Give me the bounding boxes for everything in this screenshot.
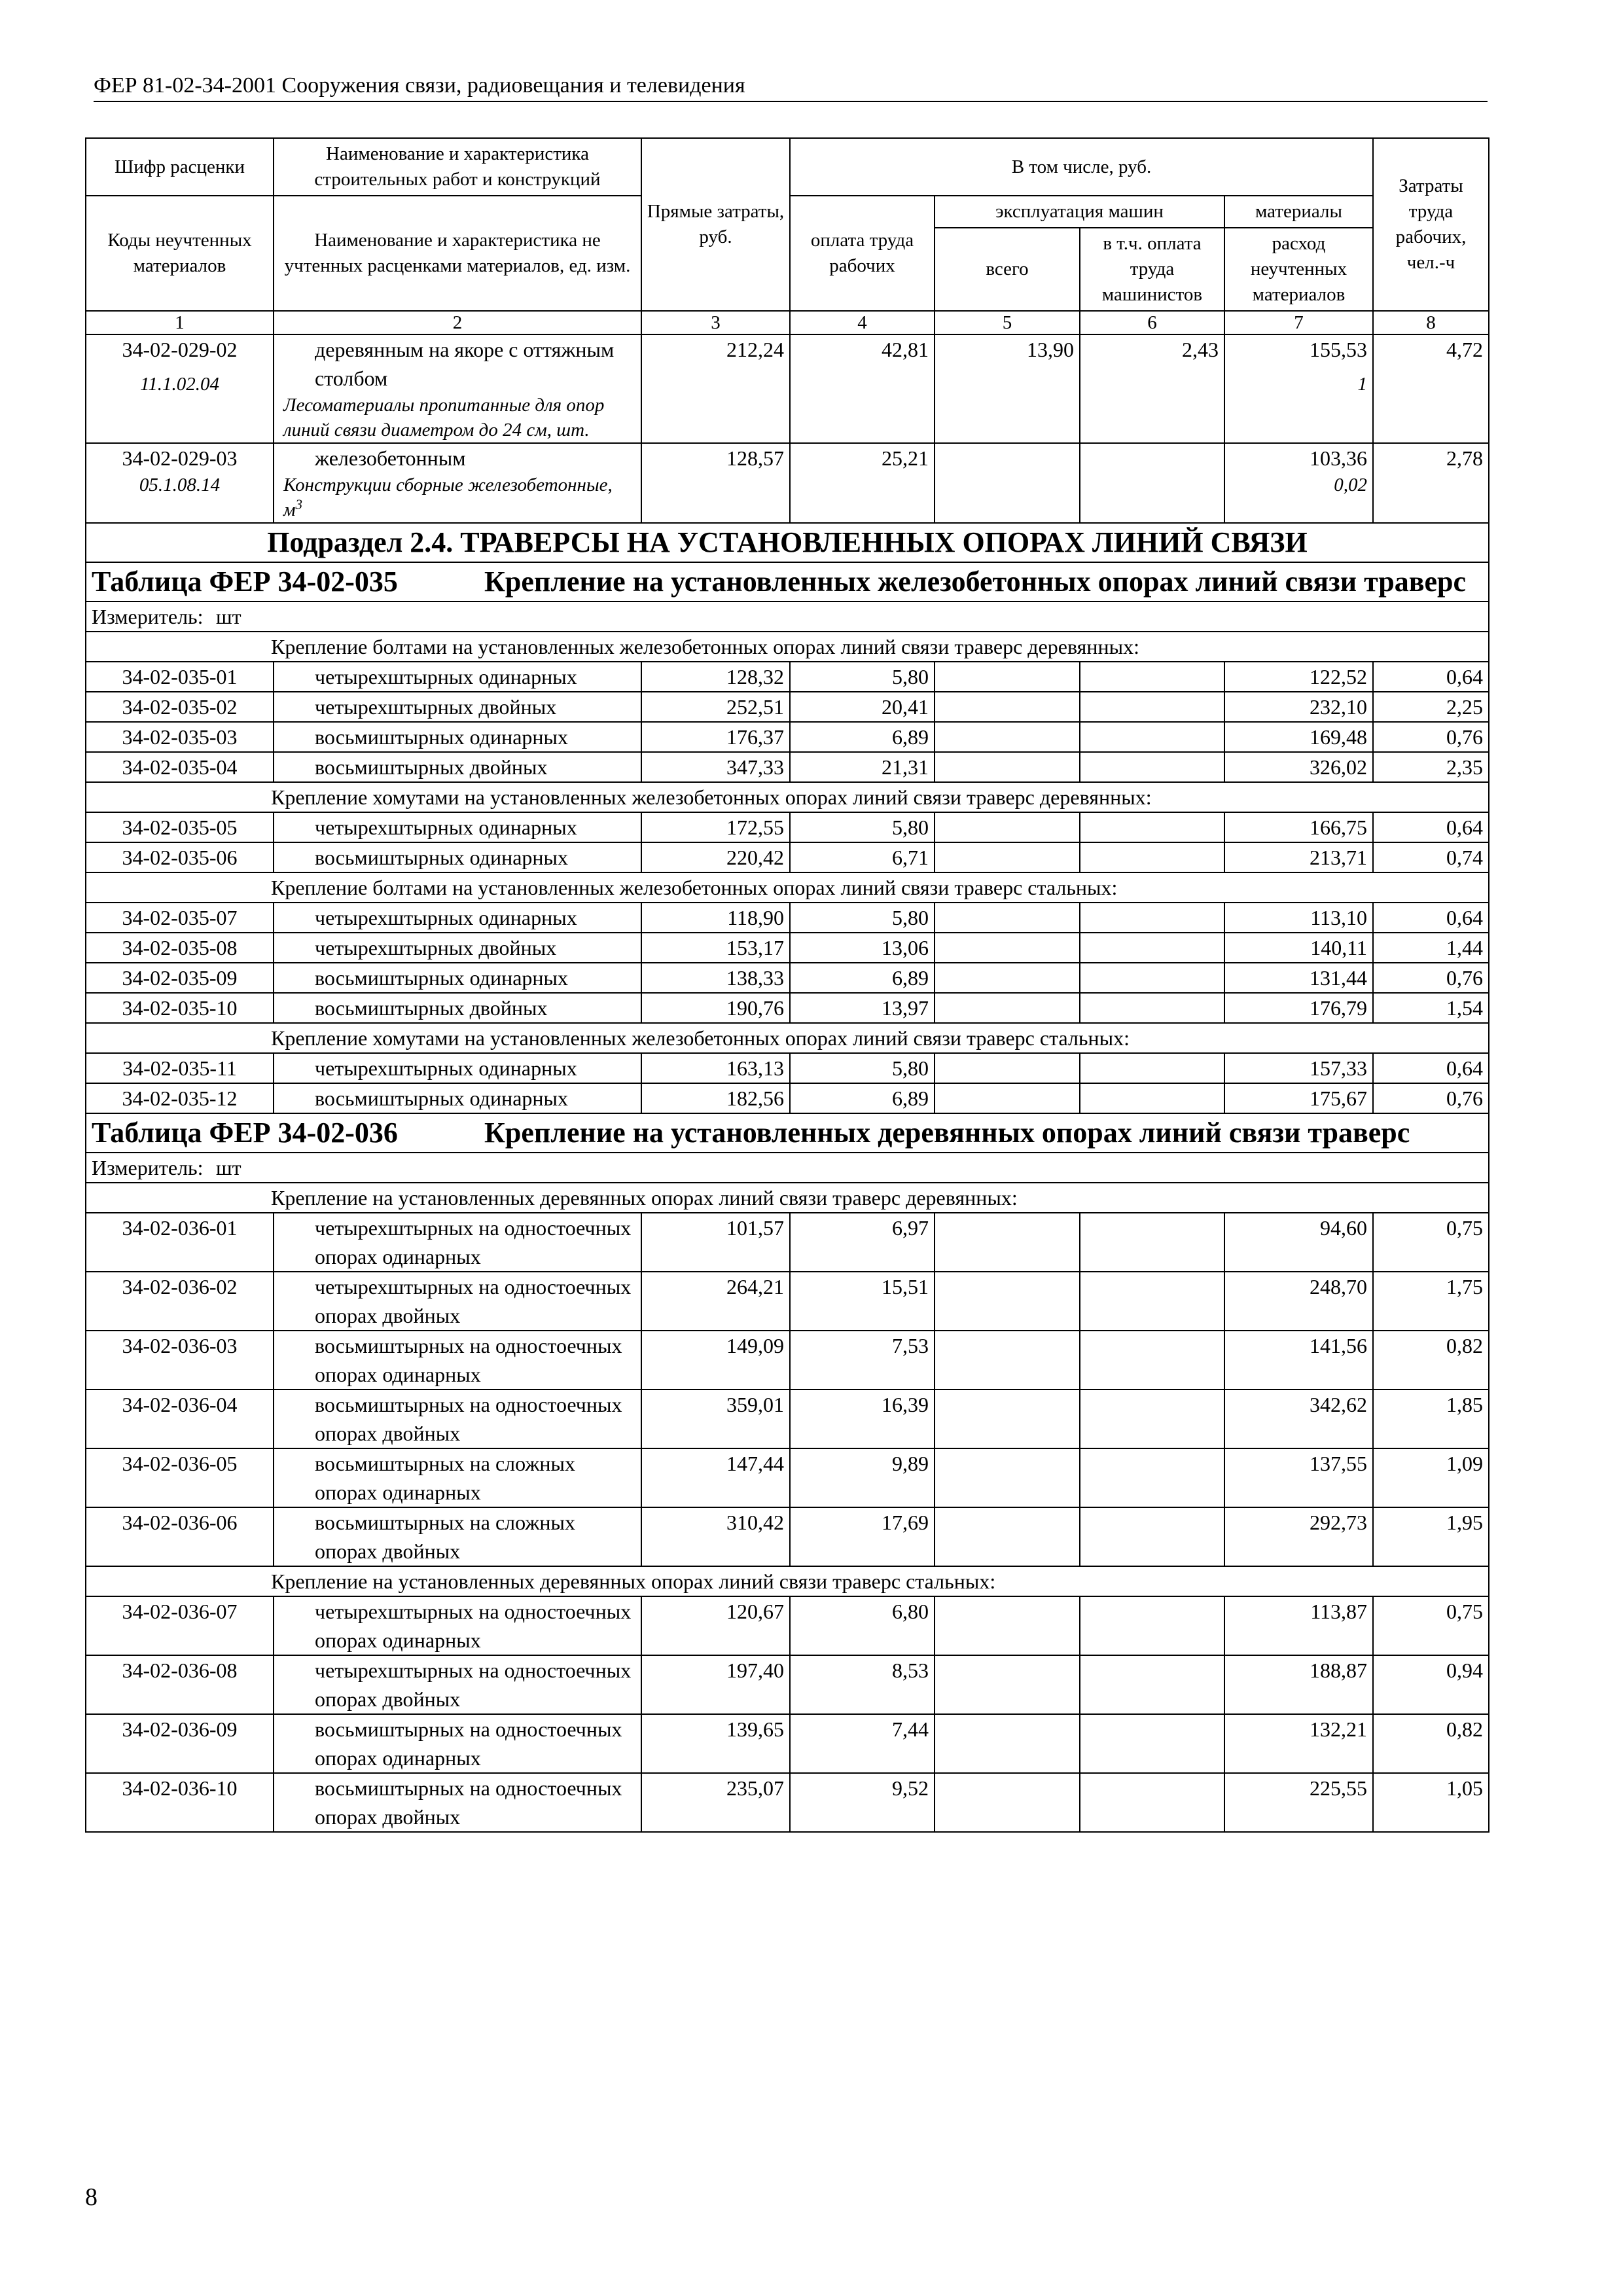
unit-label: Измеритель:: [92, 605, 204, 628]
machines-total: [935, 903, 1080, 933]
wages: 13,06: [790, 933, 935, 963]
table-row: [86, 334, 1489, 443]
table-row: [86, 963, 1489, 993]
wages: 9,52: [790, 1773, 935, 1832]
machines-total: [935, 1390, 1080, 1448]
col-name-unaccounted-header: Наименование и характеристика не учтенных расценками материалов, ед. изм.: [274, 196, 641, 311]
machinists-wages: [1080, 692, 1224, 722]
materials: 132,21: [1224, 1714, 1373, 1773]
labor: 0,75: [1373, 1213, 1489, 1272]
direct-cost: 128,32: [641, 662, 790, 692]
unit-cell: [86, 1153, 1489, 1183]
labor: 0,64: [1373, 662, 1489, 692]
materials: 169,48: [1224, 722, 1373, 752]
group-row: [86, 872, 1489, 903]
table-name: Крепление на установленных железобетонных опорах линий связи траверс: [484, 565, 1466, 598]
table-title: [86, 562, 1489, 601]
rate-name: восьмиштырных на одностоечных опорах двойных: [274, 1390, 641, 1448]
machinists-wages: [1080, 1714, 1224, 1773]
materials: 113,87: [1224, 1596, 1373, 1655]
materials: 113,10: [1224, 903, 1373, 933]
rate-name: четырехштырных на одностоечных опорах двойных: [274, 1272, 641, 1331]
materials: 155,53 1: [1224, 334, 1373, 443]
direct-cost: 118,90: [641, 903, 790, 933]
rate-name: четырехштырных одинарных: [274, 812, 641, 842]
rate-code: 34-02-035-07: [86, 903, 274, 933]
rate-name: восьмиштырных одинарных: [274, 1083, 641, 1113]
labor: 0,64: [1373, 812, 1489, 842]
table-row: [86, 443, 1489, 523]
unit-row: [86, 601, 1489, 632]
col-machines-header: эксплуатация машин: [935, 196, 1224, 228]
rate-name: восьмиштырных на одностоечных опорах двойных: [274, 1773, 641, 1832]
machinists-wages: [1080, 1331, 1224, 1390]
table-row: [86, 1773, 1489, 1832]
machinists-wages: [1080, 1272, 1224, 1331]
materials: 122,52: [1224, 662, 1373, 692]
labor: 1,44: [1373, 933, 1489, 963]
table-row: [86, 1448, 1489, 1507]
wages: 20,41: [790, 692, 935, 722]
machines-total: [935, 1507, 1080, 1566]
labor: 1,95: [1373, 1507, 1489, 1566]
direct-cost: 212,24: [641, 334, 790, 443]
subsection-title: Подраздел 2.4. ТРАВЕРСЫ НА УСТАНОВЛЕННЫХ ОПОРАХ ЛИНИЙ СВЯЗИ: [86, 523, 1489, 562]
rate-code: 34-02-036-06: [86, 1507, 274, 1566]
rate-name: четырехштырных двойных: [274, 933, 641, 963]
group-label: Крепление хомутами на установленных железобетонных опорах линий связи траверс стальных:: [86, 1023, 1489, 1053]
unit-value: шт: [216, 605, 241, 628]
machines-total: 13,90: [935, 334, 1080, 443]
direct-cost: 190,76: [641, 993, 790, 1023]
page-number: 8: [85, 2183, 98, 2211]
direct-cost: 153,17: [641, 933, 790, 963]
direct-cost: 264,21: [641, 1272, 790, 1331]
direct-cost: 128,57: [641, 443, 790, 523]
table-row: [86, 1331, 1489, 1390]
materials: 94,60: [1224, 1213, 1373, 1272]
wages: 7,44: [790, 1714, 935, 1773]
direct-cost: 359,01: [641, 1390, 790, 1448]
group-label: Крепление на установленных деревянных опорах линий связи траверс деревянных:: [86, 1183, 1489, 1213]
rate-name: железобетонным Конструкции сборные железобетонные, $м^3$: [274, 443, 641, 523]
group-label: Крепление болтами на установленных железобетонных опорах линий связи траверс деревянных:: [86, 632, 1489, 662]
labor: 0,64: [1373, 1053, 1489, 1083]
direct-cost: 149,09: [641, 1331, 790, 1390]
labor: 0,75: [1373, 1596, 1489, 1655]
materials: 166,75: [1224, 812, 1373, 842]
col-number: 3: [641, 311, 790, 334]
direct-cost: 235,07: [641, 1773, 790, 1832]
labor: 0,94: [1373, 1655, 1489, 1714]
subsection-row: [86, 523, 1489, 562]
machines-total: [935, 722, 1080, 752]
direct-cost: 172,55: [641, 812, 790, 842]
col-codes-unaccounted-header: Коды неучтенных материалов: [86, 196, 274, 311]
materials: 225,55: [1224, 1773, 1373, 1832]
machinists-wages: [1080, 662, 1224, 692]
machines-total: [935, 1655, 1080, 1714]
col-number: 1: [86, 311, 274, 334]
rate-name: восьмиштырных на сложных опорах одинарных: [274, 1448, 641, 1507]
col-incl-header: В том числе, руб.: [790, 138, 1373, 196]
rate-name: восьмиштырных одинарных: [274, 722, 641, 752]
materials: 157,33: [1224, 1053, 1373, 1083]
direct-cost: 347,33: [641, 752, 790, 782]
rate-name: восьмиштырных на сложных опорах двойных: [274, 1507, 641, 1566]
machinists-wages: [1080, 933, 1224, 963]
unit-cell: [86, 601, 1489, 632]
direct-cost: 220,42: [641, 842, 790, 872]
wages: 42,81: [790, 334, 935, 443]
machinists-wages: [1080, 752, 1224, 782]
wages: 6,71: [790, 842, 935, 872]
wages: 25,21: [790, 443, 935, 523]
machines-total: [935, 993, 1080, 1023]
material-qty: 1: [1357, 374, 1367, 395]
machinists-wages: [1080, 812, 1224, 842]
wages: 15,51: [790, 1272, 935, 1331]
materials: 213,71: [1224, 842, 1373, 872]
table-code: Таблица ФЕР 34-02-036: [92, 1117, 398, 1149]
materials: 103,36 0,02: [1224, 443, 1373, 523]
machinists-wages: [1080, 722, 1224, 752]
rate-code: 34-02-035-06: [86, 842, 274, 872]
labor: 0,64: [1373, 903, 1489, 933]
col-number: 4: [790, 311, 935, 334]
col-materials-header: материалы: [1224, 196, 1373, 228]
wages: 21,31: [790, 752, 935, 782]
labor: 1,09: [1373, 1448, 1489, 1507]
labor: 1,05: [1373, 1773, 1489, 1832]
material-code: 05.1.08.14: [139, 475, 221, 495]
materials: 141,56: [1224, 1331, 1373, 1390]
table-row: [86, 752, 1489, 782]
materials: 131,44: [1224, 963, 1373, 993]
table-heading: [92, 564, 1483, 600]
materials: 137,55: [1224, 1448, 1373, 1507]
labor: 2,25: [1373, 692, 1489, 722]
table-row: [86, 1213, 1489, 1272]
labor: 2,35: [1373, 752, 1489, 782]
rate-code: 34-02-035-05: [86, 812, 274, 842]
rate-code: 34-02-035-03: [86, 722, 274, 752]
direct-cost: 101,57: [641, 1213, 790, 1272]
labor: 0,82: [1373, 1714, 1489, 1773]
table-row: [86, 842, 1489, 872]
rate-code: 34-02-036-02: [86, 1272, 274, 1331]
materials: 175,67: [1224, 1083, 1373, 1113]
table-row: [86, 1083, 1489, 1113]
table-title-row: [86, 1113, 1489, 1153]
direct-cost: 138,33: [641, 963, 790, 993]
materials: 342,62: [1224, 1390, 1373, 1448]
rate-code: 34-02-036-08: [86, 1655, 274, 1714]
table-row: [86, 1272, 1489, 1331]
rate-name: восьмиштырных двойных: [274, 752, 641, 782]
wages: 17,69: [790, 1507, 935, 1566]
machines-total: [935, 933, 1080, 963]
table-row: [86, 722, 1489, 752]
direct-cost: 176,37: [641, 722, 790, 752]
table-title-row: [86, 562, 1489, 601]
labor: 0,82: [1373, 1331, 1489, 1390]
wages: 9,89: [790, 1448, 935, 1507]
machines-total: [935, 963, 1080, 993]
col-consumption-header: расход неучтенных материалов: [1224, 228, 1373, 311]
rate-code: 34-02-035-10: [86, 993, 274, 1023]
rate-name: четырехштырных на одностоечных опорах одинарных: [274, 1213, 641, 1272]
table-name: Крепление на установленных деревянных опорах линий связи траверс: [484, 1117, 1410, 1149]
rate-code: 34-02-036-01: [86, 1213, 274, 1272]
rate-code: 34-02-035-12: [86, 1083, 274, 1113]
machines-total: [935, 443, 1080, 523]
machinists-wages: [1080, 993, 1224, 1023]
machines-total: [935, 1272, 1080, 1331]
table-row: [86, 1390, 1489, 1448]
labor: 0,76: [1373, 1083, 1489, 1113]
group-row: [86, 1183, 1489, 1213]
rate-code: 34-02-036-05: [86, 1448, 274, 1507]
machines-total: [935, 1448, 1080, 1507]
table-row: [86, 662, 1489, 692]
wages: 6,80: [790, 1596, 935, 1655]
wages: 6,89: [790, 722, 935, 752]
machines-total: [935, 1083, 1080, 1113]
material-name: Конструкции сборные железобетонные, $м^3$: [283, 475, 613, 520]
rate-code: 34-02-036-07: [86, 1596, 274, 1655]
rate-name: восьмиштырных одинарных: [274, 963, 641, 993]
material-qty: 0,02: [1334, 475, 1367, 495]
direct-cost: 252,51: [641, 692, 790, 722]
unit-label: Измеритель:: [92, 1156, 204, 1179]
unit-value: шт: [216, 1156, 241, 1179]
rate-code: 34-02-036-03: [86, 1331, 274, 1390]
machinists-wages: [1080, 1655, 1224, 1714]
rate-code: 34-02-036-09: [86, 1714, 274, 1773]
direct-cost: 197,40: [641, 1655, 790, 1714]
materials: 140,11: [1224, 933, 1373, 963]
machinists-wages: [1080, 963, 1224, 993]
table-row: [86, 993, 1489, 1023]
machines-total: [935, 662, 1080, 692]
labor: 4,72: [1373, 334, 1489, 443]
materials: 188,87: [1224, 1655, 1373, 1714]
machinists-wages: [1080, 1053, 1224, 1083]
machines-total: [935, 1053, 1080, 1083]
direct-cost: 139,65: [641, 1714, 790, 1773]
machinists-wages: [1080, 1083, 1224, 1113]
col-direct-header: Прямые затраты, руб.: [641, 138, 790, 311]
rate-code: 34-02-035-01: [86, 662, 274, 692]
machinists-wages: [1080, 443, 1224, 523]
rate-name: четырехштырных одинарных: [274, 1053, 641, 1083]
col-wages-header: оплата труда рабочих: [790, 196, 935, 311]
col-number: 2: [274, 311, 641, 334]
rates-table: [85, 137, 1489, 1833]
machines-total: [935, 752, 1080, 782]
group-row: [86, 1566, 1489, 1596]
group-label: Крепление болтами на установленных железобетонных опорах линий связи траверс стальных:: [86, 872, 1489, 903]
unit-row: [86, 1153, 1489, 1183]
rate-name: восьмиштырных одинарных: [274, 842, 641, 872]
col-number: 6: [1080, 311, 1224, 334]
wages: 8,53: [790, 1655, 935, 1714]
machines-total: [935, 1773, 1080, 1832]
material-name: Лесоматериалы пропитанные для опор линий связи диаметром до 24 см, шт.: [283, 395, 605, 440]
rate-code: 34-02-035-08: [86, 933, 274, 963]
wages: 6,89: [790, 1083, 935, 1113]
rate-code: 34-02-029-02 11.1.02.04: [86, 334, 274, 443]
machines-total: [935, 812, 1080, 842]
table-row: [86, 1507, 1489, 1566]
direct-cost: 120,67: [641, 1596, 790, 1655]
machinists-wages: [1080, 1596, 1224, 1655]
table-row: [86, 933, 1489, 963]
table-row: [86, 1655, 1489, 1714]
col-number: 8: [1373, 311, 1489, 334]
group-row: [86, 632, 1489, 662]
machines-total: [935, 1213, 1080, 1272]
materials: 248,70: [1224, 1272, 1373, 1331]
table-row: [86, 1596, 1489, 1655]
labor: 1,54: [1373, 993, 1489, 1023]
col-name-header: Наименование и характеристика строительных работ и конструкций: [274, 138, 641, 196]
rate-name: четырехштырных на одностоечных опорах двойных: [274, 1655, 641, 1714]
machinists-wages: [1080, 1507, 1224, 1566]
machinists-wages: [1080, 1390, 1224, 1448]
labor: 0,74: [1373, 842, 1489, 872]
rate-name: четырехштырных одинарных: [274, 662, 641, 692]
machinists-wages: [1080, 1213, 1224, 1272]
materials: 292,73: [1224, 1507, 1373, 1566]
rate-code: 34-02-035-02: [86, 692, 274, 722]
col-labor-header: Затраты труда рабочих, чел.-ч: [1373, 138, 1489, 311]
direct-cost: 310,42: [641, 1507, 790, 1566]
rate-code: 34-02-036-10: [86, 1773, 274, 1832]
machines-total: [935, 1714, 1080, 1773]
wages: 13,97: [790, 993, 935, 1023]
machinists-wages: [1080, 1773, 1224, 1832]
wages: 7,53: [790, 1331, 935, 1390]
machines-total: [935, 692, 1080, 722]
rate-name: четырехштырных на одностоечных опорах одинарных: [274, 1596, 641, 1655]
machinists-wages: [1080, 842, 1224, 872]
rate-code: 34-02-035-11: [86, 1053, 274, 1083]
labor: 0,76: [1373, 963, 1489, 993]
document-title: ФЕР 81-02-34-2001 Сооружения связи, радиовещания и телевидения: [94, 73, 745, 98]
col-machinists-header: в т.ч. оплата труда машинистов: [1080, 228, 1224, 311]
machines-total: [935, 1331, 1080, 1390]
machinists-wages: [1080, 903, 1224, 933]
rate-name: восьмиштырных на одностоечных опорах одинарных: [274, 1714, 641, 1773]
machines-total: [935, 842, 1080, 872]
materials: 176,79: [1224, 993, 1373, 1023]
rate-code: 34-02-035-04: [86, 752, 274, 782]
rate-name: четырехштырных двойных: [274, 692, 641, 722]
wages: 5,80: [790, 1053, 935, 1083]
table-row: [86, 812, 1489, 842]
table-heading: [92, 1115, 1483, 1151]
materials: 232,10: [1224, 692, 1373, 722]
wages: 6,97: [790, 1213, 935, 1272]
rate-name: восьмиштырных двойных: [274, 993, 641, 1023]
rate-code: 34-02-036-04: [86, 1390, 274, 1448]
group-label: Крепление хомутами на установленных железобетонных опорах линий связи траверс деревянных:: [86, 782, 1489, 812]
col-code-header: Шифр расценки: [86, 138, 274, 196]
rate-name: четырехштырных одинарных: [274, 903, 641, 933]
labor: 0,76: [1373, 722, 1489, 752]
wages: 5,80: [790, 662, 935, 692]
col-total-header: всего: [935, 228, 1080, 311]
labor: 1,75: [1373, 1272, 1489, 1331]
rate-code: 34-02-029-03 05.1.08.14: [86, 443, 274, 523]
material-code: 11.1.02.04: [139, 374, 220, 395]
group-row: [86, 1023, 1489, 1053]
rate-name: восьмиштырных на одностоечных опорах одинарных: [274, 1331, 641, 1390]
direct-cost: 147,44: [641, 1448, 790, 1507]
table-code: Таблица ФЕР 34-02-035: [92, 565, 398, 598]
wages: 5,80: [790, 812, 935, 842]
rate-code: 34-02-035-09: [86, 963, 274, 993]
wages: 5,80: [790, 903, 935, 933]
machines-total: [935, 1596, 1080, 1655]
col-number: 5: [935, 311, 1080, 334]
wages: 16,39: [790, 1390, 935, 1448]
table-row: [86, 903, 1489, 933]
rate-name: деревянным на якоре с оттяжным столбом Лесоматериалы пропитанные для опор линий связи диаметром до 24 см, шт.: [274, 334, 641, 443]
page-header: [94, 73, 1488, 102]
direct-cost: 182,56: [641, 1083, 790, 1113]
labor: 2,78: [1373, 443, 1489, 523]
machinists-wages: [1080, 1448, 1224, 1507]
machinists-wages: 2,43: [1080, 334, 1224, 443]
wages: 6,89: [790, 963, 935, 993]
table-row: [86, 1053, 1489, 1083]
group-row: [86, 782, 1489, 812]
table-title: [86, 1113, 1489, 1153]
group-label: Крепление на установленных деревянных опорах линий связи траверс стальных:: [86, 1566, 1489, 1596]
col-number: 7: [1224, 311, 1373, 334]
direct-cost: 163,13: [641, 1053, 790, 1083]
table-row: [86, 692, 1489, 722]
labor: 1,85: [1373, 1390, 1489, 1448]
table-row: [86, 1714, 1489, 1773]
materials: 326,02: [1224, 752, 1373, 782]
